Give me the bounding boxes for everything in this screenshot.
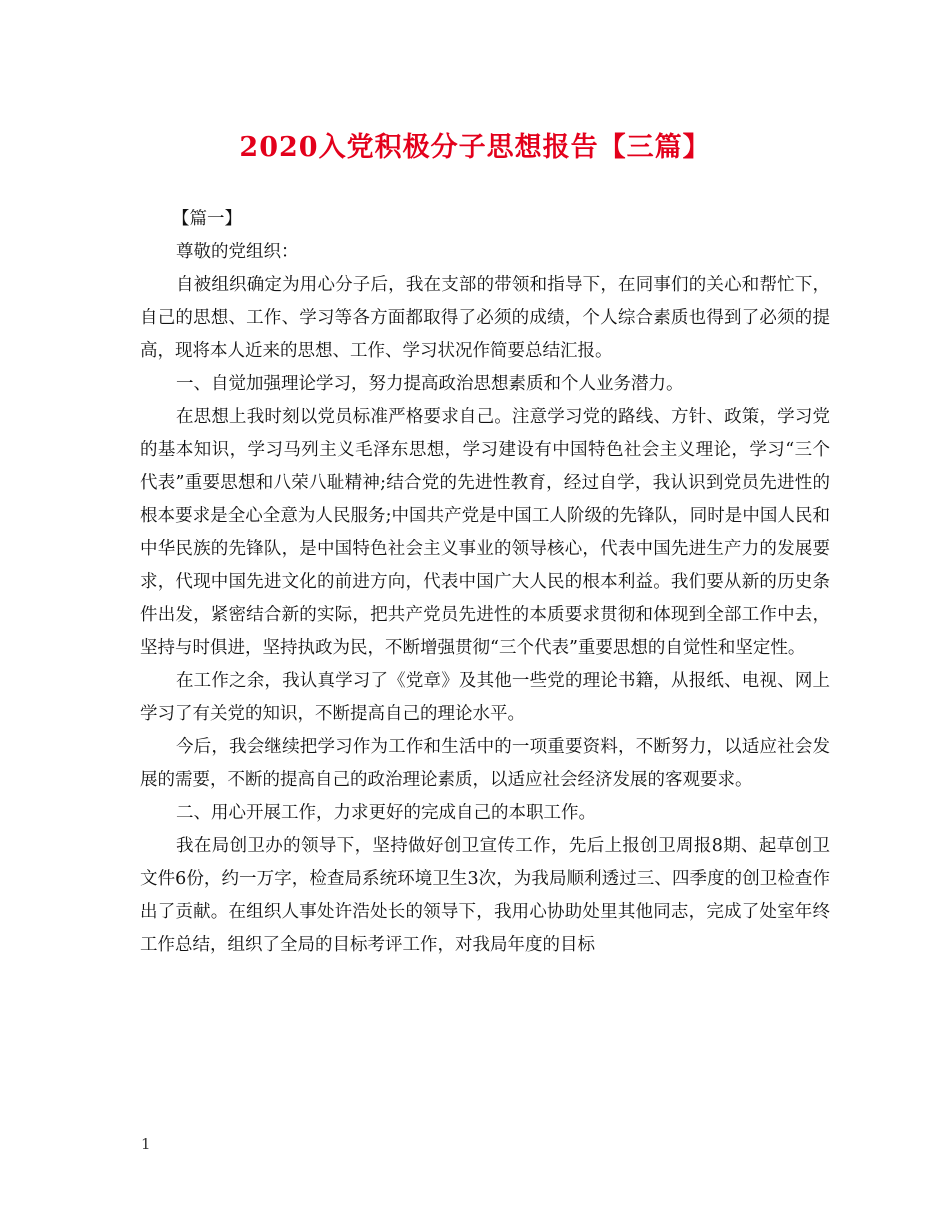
paragraph: 在思想上我时刻以党员标准严格要求自己。注意学习党的路线、方针、政策，学习党的基本知识，学习马列主义毛泽东思想，学习建设有中国特色社会主义理论，学习“三个代表”重要思想和八荣八耻精神;结合党的先进性教育，经过自学，我认识到党员先进性的根本要求是全心全意为人民服务;中国共产党是中国工人阶级的先锋队，同时是中国人民和中华民族的先锋队，是中国特色社会主义事业的领导核心，代表中国先进生产力的发展要求，代现中国先进文化的前进方向，代表中国广大人民的根本利益。我们要从新的历史条件出发，紧密结合新的实际，把共产党员先进性的本质要求贯彻和体现到全部工作中去，坚持与时俱进，坚持执政为民，不断增强贯彻“三个代表”重要思想的自觉性和坚定性。 (140, 407, 830, 658)
salutation: 尊敬的党组织： (176, 242, 299, 262)
paragraph: 我在局创卫办的领导下，坚持做好创卫宣传工作，先后上报创卫周报8期、起草创卫文件6份，约一万字，检查局系统环境卫生3次，为我局顺利透过三、四季度的创卫检查作出了贡献。在组织人事处许浩处长的领导下，我用心协助处里其他同志，完成了处室年终工作总结，组织了全局的目标考评工作，对我局年度的目标 (140, 836, 830, 955)
subheading: 二、用心开展工作，力求更好的完成自己的本职工作。 (176, 803, 596, 823)
page-number: 1 (141, 1135, 151, 1153)
section-heading: 【篇一】 (172, 209, 242, 229)
paragraph: 自被组织确定为用心分子后，我在支部的带领和指导下，在同事们的关心和帮忙下，自己的思想、工作、学习等各方面都取得了必须的成绩，个人综合素质也得到了必须的提高，现将本人近来的思想、工作、学习状况作简要总结汇报。 (140, 275, 830, 361)
document-body (140, 203, 830, 962)
document-title: 2020入党积极分子思想报告【三篇】 (239, 132, 711, 163)
paragraph: 在工作之余，我认真学习了《党章》及其他一些党的理论书籍，从报纸、电视、网上学习了有关党的知识，不断提高自己的理论水平。 (140, 671, 830, 724)
paragraph: 今后，我会继续把学习作为工作和生活中的一项重要资料，不断努力，以适应社会发展的需要，不断的提高自己的政治理论素质，以适应社会经济发展的客观要求。 (140, 737, 830, 790)
subheading: 一、自觉加强理论学习，努力提高政治思想素质和个人业务潜力。 (176, 374, 684, 394)
